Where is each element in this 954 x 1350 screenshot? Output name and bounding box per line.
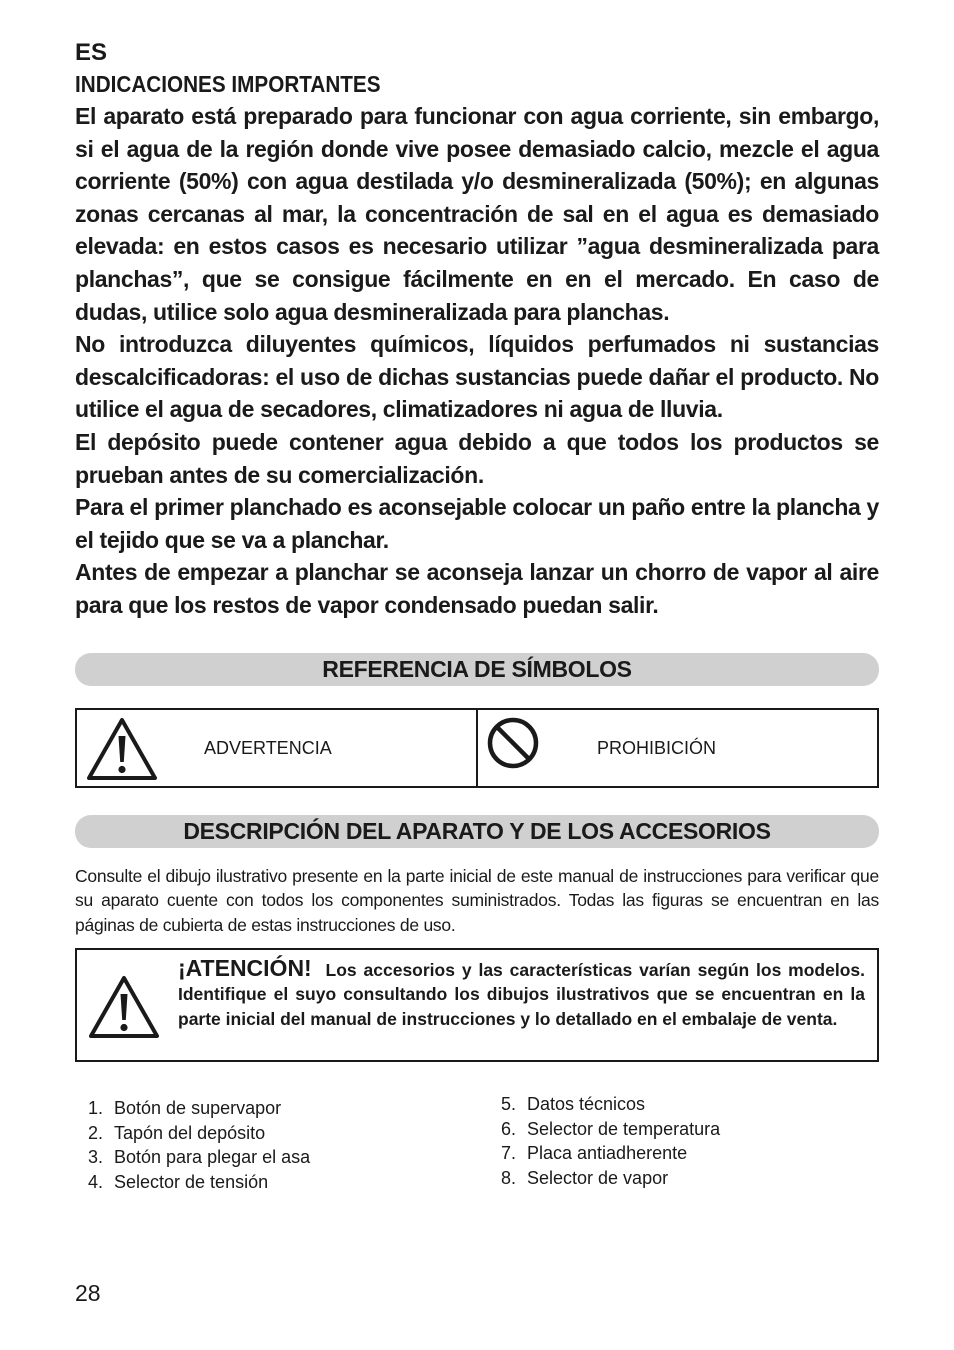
list-item: 6. Selector de temperatura [500, 1118, 721, 1139]
attention-box [75, 948, 879, 1062]
components-list-right [488, 1092, 720, 1190]
list-item: 4. Selector de tensión [87, 1171, 269, 1192]
symbol-cell-warning [77, 710, 476, 786]
warning-triangle-icon [87, 974, 161, 1040]
important-paragraph: El depósito puede contener agua debido a que todos los productos se prueban antes de su comercialización. [75, 428, 879, 488]
description-section-header: DESCRIPCIÓN DEL APARATO Y DE LOS ACCESORIOS [75, 815, 879, 848]
list-item: 5. Datos técnicos [500, 1094, 646, 1114]
important-paragraph: Para el primer planchado es aconsejable colocar un paño entre la plancha y el tejido que se va a planchar. [75, 494, 879, 553]
symbol-cell-prohibition [476, 710, 877, 786]
description-text: Consulte el dibujo ilustrativo presente en la parte inicial de este manual de instrucciones para verificar que su aparato cuente con todos los componentes suministrados. Todas las figuras se encuentran en las páginas de cubierta de estas instrucciones de uso. [75, 865, 879, 935]
prohibition-label: PROHIBICIÓN [597, 737, 717, 758]
symbols-section-header: REFERENCIA DE SÍMBOLOS [75, 653, 879, 686]
important-title: INDICACIONES IMPORTANTES [75, 71, 381, 97]
important-paragraph: No introduzca diluyentes químicos, líquidos perfumados ni sustancias descalcificadoras: el uso de dichas sustancias puede dañar el producto. No utilice el agua de secadores, climatizadores ni agua de lluvia. [75, 331, 879, 423]
attention-heading: ¡ATENCIÓN! [178, 955, 312, 981]
list-item: 2. Tapón del depósito [87, 1122, 266, 1143]
list-item: 7. Placa antiadherente [500, 1143, 688, 1163]
important-paragraph: Antes de empezar a planchar se aconseja lanzar un chorro de vapor al aire para que los restos de vapor condensado puedan salir. [75, 559, 879, 618]
language-code: ES [75, 39, 108, 66]
list-item: 1. Botón de supervapor [87, 1098, 282, 1118]
manual-page [75, 38, 879, 1062]
list-item: 8. Selector de vapor [500, 1167, 669, 1188]
important-body [75, 100, 879, 622]
warning-label: ADVERTENCIA [204, 737, 332, 758]
list-item: 3. Botón para plegar el asa [87, 1147, 311, 1167]
warning-triangle-icon [85, 716, 159, 782]
attention-text: Los accesorios y las características varían según los modelos. Identifique el suyo consultando los dibujos ilustrativos que se encuentran en la parte inicial del manual de instrucciones y lo detallado en el embalaje de venta. [178, 960, 865, 1029]
page-number: 28 [75, 1280, 101, 1306]
symbols-table [75, 708, 879, 788]
prohibition-circle-icon [486, 716, 540, 770]
components-list-left [75, 1096, 310, 1194]
attention-text-block [178, 956, 865, 1031]
important-paragraph: El aparato está preparado para funcionar con agua corriente, sin embargo, si el agua de la región donde vive posee demasiado calcio, mezcle el agua corriente (50%) con agua destilada y/o desmineralizada (50%); en algunas zonas cercanas al mar, la concentración de sal en el agua es demasiado elevada: en estos casos es necesario utilizar ”agua desmineralizada para planchas”, que se consigue fácilmente en en el mercado. En caso de dudas, utilice solo agua desmineralizada para planchas. [75, 103, 879, 325]
